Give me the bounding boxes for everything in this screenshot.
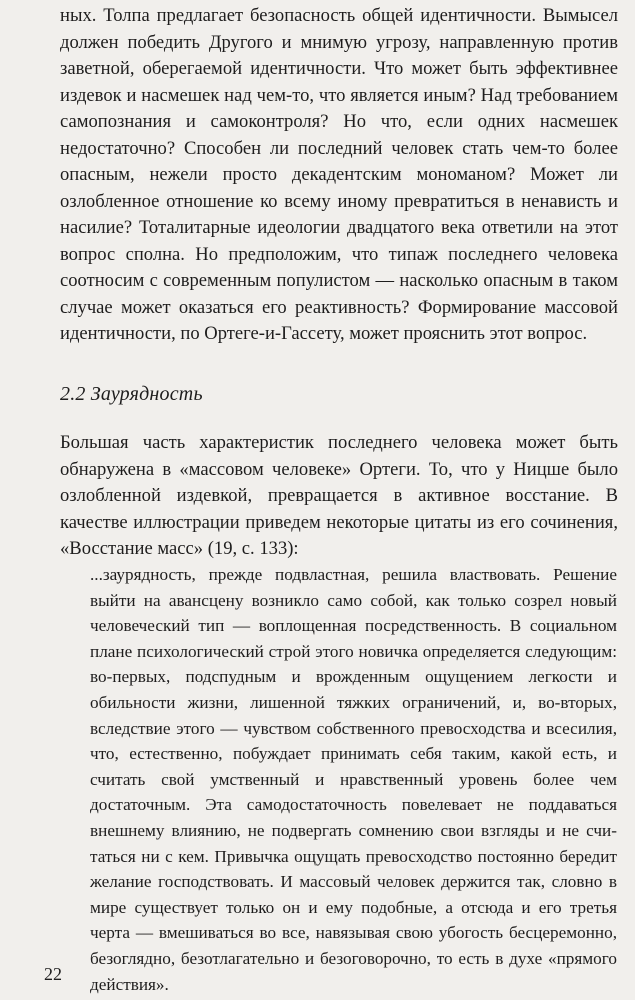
paragraph-intro: Большая часть характеристик последнего человека может быть обнаружена в «массовом человеке» Ортеги. То, что у Ницше было озлобленной издевкой, превращается в активное восстание. В качестве иллюстрации приведем некоторые цитаты из его сочинения, «Восстание масс» (19, с. 133): [60, 432, 618, 559]
paragraph-opening: ных. Толпа предлагает безопасность общей идентичности. Вымысел должен победить Другого и мнимую угрозу, направленную против заветной, оберегаемой идентичности. Что может быть эффективнее издевок и насмешек над чем-то, что является иным? Над требованием самопознания и самоконтроля? Но что, если одних насмешек недостаточно? Способен ли последний человек стать чем-то более опасным, нежели просто декадентским мономаном? Может ли озлобленное отношение ко всему иному превратиться в ненависть и насилие? Тоталитарные идеологии двадцатого века ответили на этот вопрос сполна. Но предположим, что типаж последнего человека соотносим с современным популистом — насколько опасным в таком случае может оказаться его реактивность? Формирование массовой идентичности, по Ортеге-и-Гассету, может прояснить этот вопрос. [60, 5, 618, 344]
page-number: 22 [44, 964, 62, 984]
block-quote: ...заурядность, прежде подвластная, решила властвовать. Решение выйти на авансцену возникло само собой, как только созрел новый человеческий тип — воплощенная посредственность. В социальном плане психологический строй этого новичка определяется следующим: во-первых, подспудным и врожденным ощущением легкости и обильности жизни, лишенной тяжких ограничений, и, во-вторых, вследствие этого — чувством собственного превосходства и всесилия, что, естественно, побуждает принимать себя таким, какой есть, и считать свой умственный и нравственный уровень более чем достаточным. Эта самодостаточность повелевает не поддаваться внешнему влиянию, не подвергать сомнению свои взгляды и не считаться ни с кем. Привычка ощущать превосходство постоянно бередит желание господствовать. И массовый человек держится так, словно в мире существует только он и ему подобные, а отсюда и его третья черта — вмешиваться во все, навязывая свою убогость бесцеремонно, безоглядно, безотлагательно и безоговорочно, то есть в духе «прямого действия». [90, 565, 617, 994]
section-heading: 2.2 Заурядность [60, 383, 203, 405]
